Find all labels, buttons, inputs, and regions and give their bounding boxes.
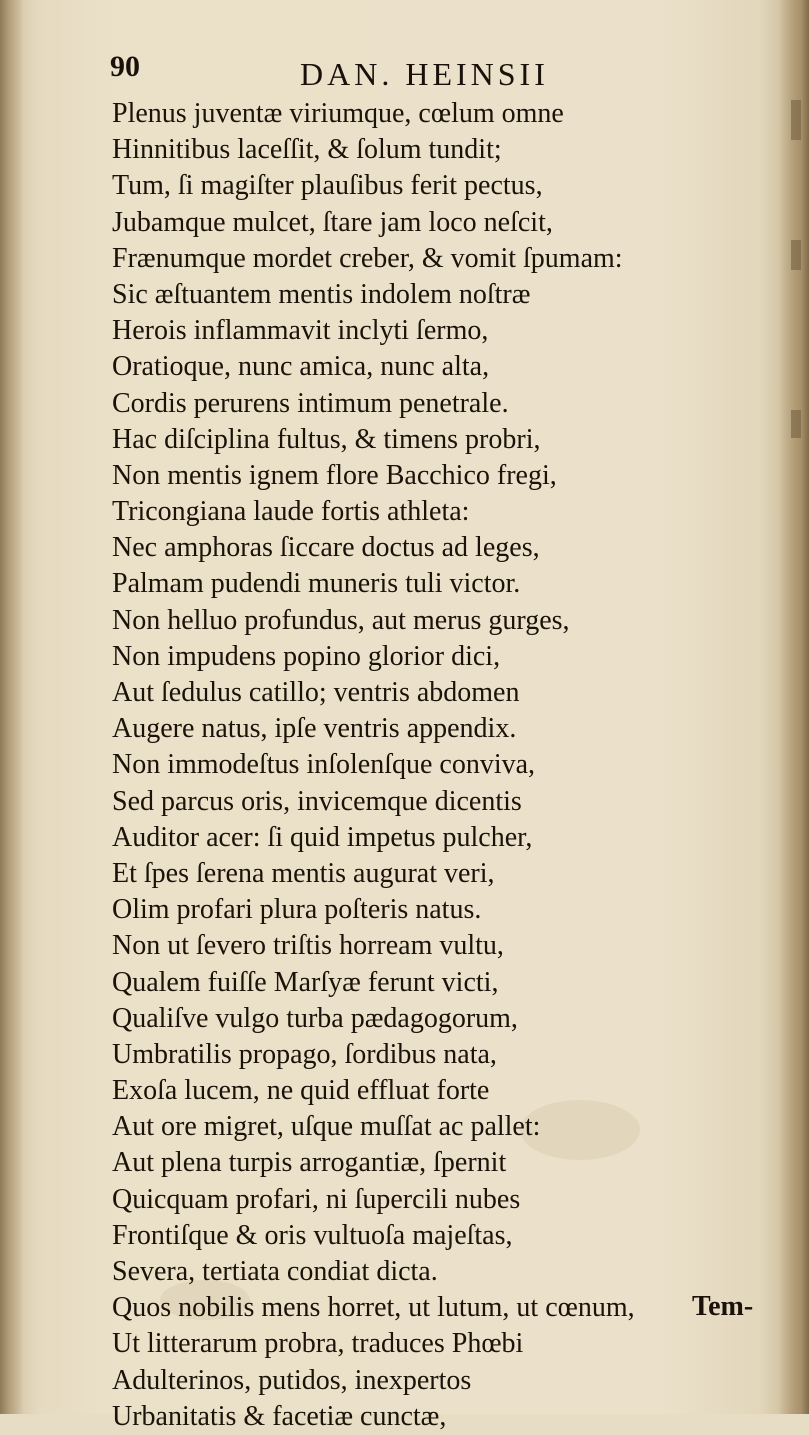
page-number: 90 bbox=[110, 50, 140, 83]
verse-line: Non mentis ignem flore Bacchico fregi, bbox=[112, 459, 557, 491]
verse-line: Herois inflammavit inclyti ſermo, bbox=[112, 315, 489, 347]
verse-line: Qualiſve vulgo turba pædagogorum, bbox=[112, 1002, 518, 1034]
verse-line: Cordis perurens intimum penetrale. bbox=[112, 387, 509, 419]
verse-line: Hinnitibus laceſſit, & ſolum tundit; bbox=[112, 134, 502, 166]
verse-line: Non impudens popino glorior dici, bbox=[112, 640, 501, 672]
verse-line: Tum, ſi magiſter plauſibus ferit pectus, bbox=[112, 170, 543, 202]
verse-line: Oratioque, nunc amica, nunc alta, bbox=[112, 351, 490, 383]
page-edge-shadow bbox=[779, 0, 809, 1414]
verse-line: Quos nobilis mens horret, ut lutum, ut cœnum, bbox=[112, 1292, 635, 1324]
verse-line: Olim profari plura poſteris natus. bbox=[112, 894, 482, 926]
verse-line: Plenus juventæ viriumque, cœlum omne bbox=[112, 98, 564, 129]
verse-line: Augere natus, ipſe ventris appendix. bbox=[112, 713, 517, 745]
verse-line: Palmam pudendi muneris tuli victor. bbox=[112, 568, 521, 600]
running-head: DAN. HEINSII bbox=[300, 56, 549, 92]
verse-line: Non immodeſtus inſolenſque conviva, bbox=[112, 749, 536, 781]
verse-line: Aut ore migret, uſque muſſat ac pallet: bbox=[112, 1111, 541, 1143]
verse-line: Urbanitatis & facetiæ cunctæ, bbox=[112, 1400, 447, 1432]
verse-line: Non ut ſevero triſtis horream vultu, bbox=[112, 930, 504, 962]
bleed-through-mark bbox=[791, 100, 801, 140]
verse-line: Et ſpes ſerena mentis augurat veri, bbox=[112, 857, 495, 889]
verse-line: Ut litterarum probra, traduces Phœbi bbox=[112, 1328, 524, 1360]
bleed-through-mark bbox=[791, 240, 801, 270]
verse-line: Adulterinos, putidos, inexpertos bbox=[112, 1364, 472, 1396]
verse-line: Qualem fuiſſe Marſyæ ferunt victi, bbox=[112, 966, 499, 998]
verse-line: Exoſa lucem, ne quid effluat forte bbox=[112, 1075, 490, 1107]
verse-line: Auditor acer: ſi quid impetus pulcher, bbox=[112, 821, 533, 853]
bleed-through-mark bbox=[791, 410, 801, 438]
verse-line: Nec amphoras ſiccare doctus ad leges, bbox=[112, 532, 540, 564]
verse-line: Frænumque mordet creber, & vomit ſpumam: bbox=[112, 242, 623, 274]
verse-line: Tricongiana laude fortis athleta: bbox=[112, 496, 470, 528]
verse-line: Quicquam profari, ni ſupercili nubes bbox=[112, 1183, 521, 1215]
verse-line: Aut plena turpis arrogantiæ, ſpernit bbox=[112, 1147, 507, 1179]
verse-line: Hac diſciplina fultus, & timens probri, bbox=[112, 423, 541, 455]
verse-line: Jubamque mulcet, ſtare jam loco neſcit, bbox=[112, 206, 553, 238]
verse-line: Frontiſque & oris vultuoſa majeſtas, bbox=[112, 1219, 513, 1251]
verse-line: Severa, tertiata condiat dicta. bbox=[112, 1256, 438, 1287]
verse-line: Non helluo profundus, aut merus gurges, bbox=[112, 604, 570, 636]
page-gutter-shadow bbox=[0, 0, 24, 1414]
catchword: Tem- bbox=[692, 1291, 754, 1322]
verse-line: Sic æſtuantem mentis indolem noſtræ bbox=[112, 278, 531, 310]
verse-line: Aut ſedulus catillo; ventris abdomen bbox=[112, 677, 520, 708]
poem-text bbox=[112, 96, 752, 1435]
verse-line: Umbratilis propago, ſordibus nata, bbox=[112, 1038, 497, 1070]
verse-line: Sed parcus oris, invicemque dicentis bbox=[112, 785, 522, 817]
